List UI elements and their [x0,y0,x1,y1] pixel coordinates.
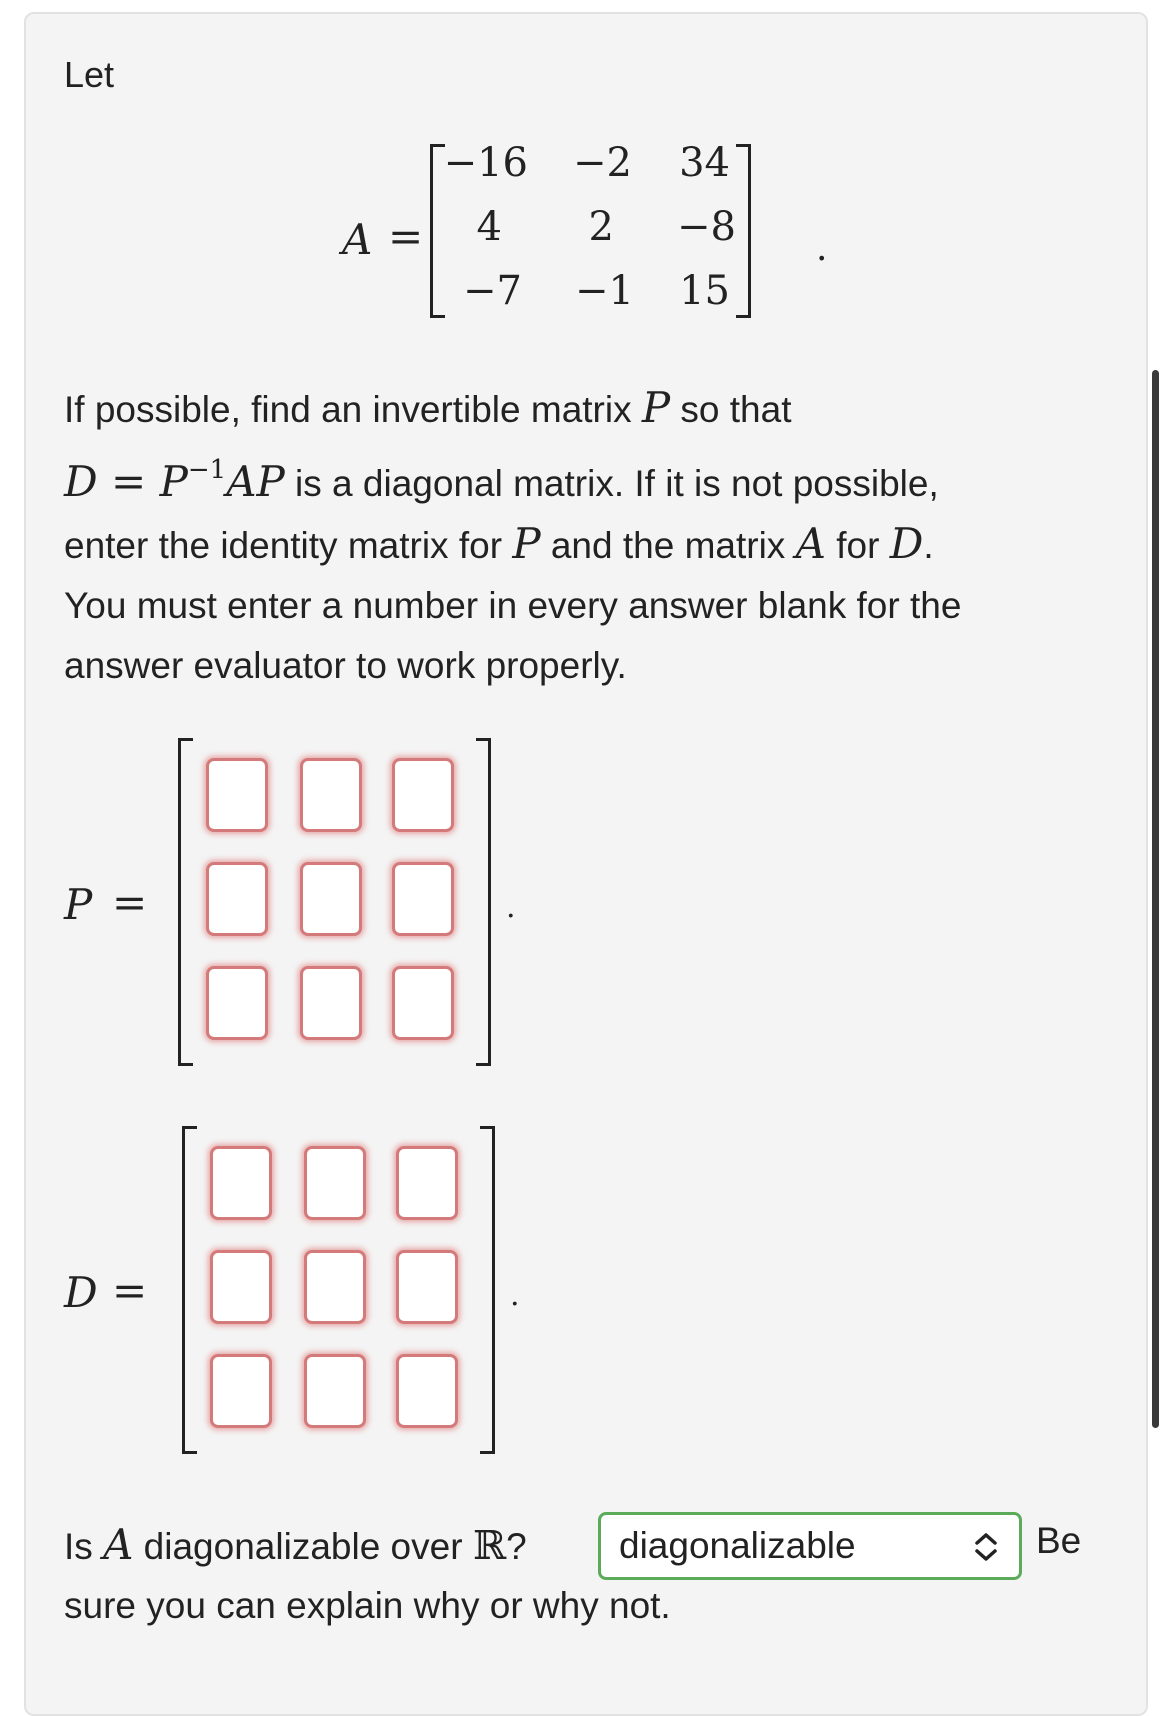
matrix-a-cell-r3c1: −7 [463,268,522,314]
instructions-line-4: You must enter a number in every answer blank for the [64,585,962,626]
matrix-d-period: . [510,1278,520,1313]
matrix-a-cell-r2c2: 2 [588,204,614,250]
matrix-p-period: . [506,890,516,925]
matrix-d-input-r2c3[interactable] [396,1250,458,1324]
matrix-d-input-r1c1[interactable] [210,1146,272,1220]
matrix-a-right-bracket [736,144,751,318]
matrix-a-label: A [342,215,373,264]
question-after-select: Be [1036,1520,1082,1561]
matrix-p-input-r3c2[interactable] [300,966,362,1040]
matrix-p-equals: = [112,878,148,927]
instructions-line-5: answer evaluator to work properly. [64,645,627,686]
matrix-p-right-bracket [476,738,491,1066]
matrix-p-input-r3c3[interactable] [392,966,454,1040]
matrix-d-input-r3c3[interactable] [396,1354,458,1428]
matrix-d-input-r3c2[interactable] [304,1354,366,1428]
matrix-d-left-bracket [182,1126,197,1454]
matrix-d-input-r2c1[interactable] [210,1250,272,1324]
matrix-p-left-bracket [178,738,193,1066]
scrollbar[interactable] [1152,370,1159,1428]
matrix-a-cell-r3c2: −1 [575,268,634,314]
matrix-a-cell-r1c2: −2 [573,140,632,186]
diagonalizable-select[interactable] [598,1512,1022,1580]
up-down-chevron-icon [971,1529,1001,1565]
matrix-d-input-r2c2[interactable] [304,1250,366,1324]
matrix-p-input-r2c1[interactable] [206,862,268,936]
matrix-p-input-r2c2[interactable] [300,862,362,936]
matrix-d-label: D [64,1268,98,1317]
instructions-line-3: enter the identity matrix for P and the matrix A for D. [64,519,934,568]
instructions [64,378,1094,696]
matrix-a-period: . [816,228,828,269]
matrix-a-equals: = [388,212,424,261]
matrix-a-cell-r2c1: 4 [476,204,502,250]
instructions-line-2: $D = P^{-1}AP$ is a diagonal matrix. If it is not possible, [64,455,939,506]
matrix-a-cell-r3c3: 15 [679,268,730,314]
matrix-d-right-bracket [480,1126,495,1454]
matrix-a-cell-r1c3: 34 [679,140,730,186]
matrix-p-input-r1c3[interactable] [392,758,454,832]
matrix-a-cell-r1c1: −16 [443,140,528,186]
matrix-d-input-r1c2[interactable] [304,1146,366,1220]
intro-let: Let [64,54,115,95]
matrix-d-input-r1c3[interactable] [396,1146,458,1220]
question-prefix: Is A diagonalizable over ℝ? [64,1520,527,1569]
matrix-p-input-r1c2[interactable] [300,758,362,832]
matrix-a-cell-r2c3: −8 [677,204,736,250]
matrix-p-label: P [64,880,93,929]
matrix-p-input-r1c1[interactable] [206,758,268,832]
instructions-line-1: If possible, find an invertible matrix P so that [64,383,792,432]
matrix-d-equals: = [112,1266,148,1315]
diagonalizable-select-value: diagonalizable [619,1525,856,1566]
matrix-p-input-r3c1[interactable] [206,966,268,1040]
matrix-d-input-r3c1[interactable] [210,1354,272,1428]
matrix-p-input-r2c3[interactable] [392,862,454,936]
question-line-2: sure you can explain why or why not. [64,1585,671,1626]
